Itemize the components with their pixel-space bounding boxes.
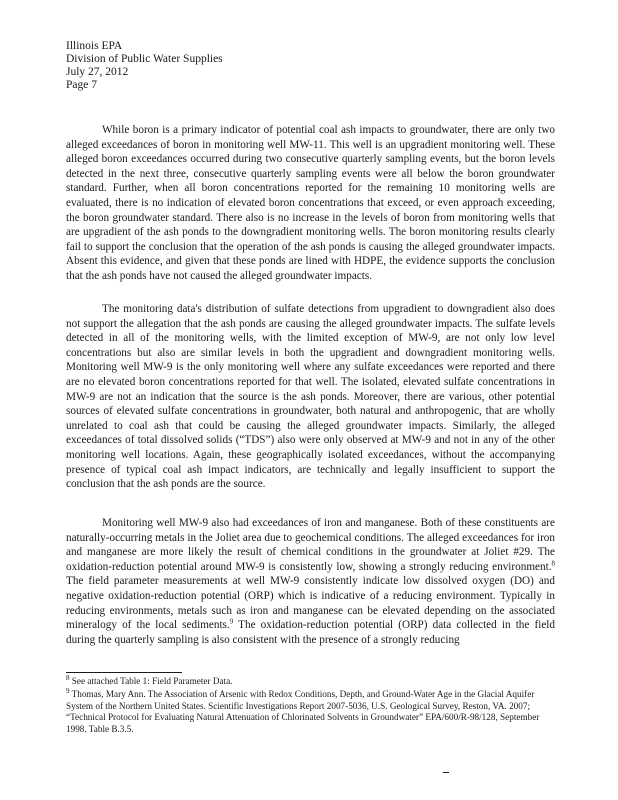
paragraph-iron-text-c: The oxidation-reduction potential (ORP) data collected in the field during the quarterly sampling is also consistent with the presence of a strongly reducing [66, 619, 555, 646]
footnote-8-text: See attached Table 1: Field Parameter Data. [69, 676, 233, 686]
paragraph-boron-text: While boron is a primary indicator of potential coal ash impacts to groundwater, there are only two alleged exceedances of boron in monitoring well MW-11. This well is an upgradient monitoring well. These alleged boron exceedances occurred during two consecutive quarterly sampling events, but the boron levels detected in the next three, consecutive quarterly sampling events were all below the boron groundwater standard. Further, when all boron concentrations reported for the remaining 10 monitoring wells are evaluated, there is no indication of elevated boron concentrations that exceed, or even approach exceeding, the boron groundwater standard. There also is no increase in the levels of boron from monitoring wells that are upgradient of the ash ponds to the downgradient monitoring wells. The boron monitoring results clearly fail to support the conclusion that the operation of the ash ponds is causing the alleged groundwater impacts. Absent this evidence, and given that these ponds are lined with HDPE, the evidence supports the conclusion that the ash ponds have not caused the alleged groundwater impacts. [66, 124, 555, 282]
header-recipient: Illinois EPA [66, 40, 123, 52]
footnote-divider [66, 672, 182, 673]
scan-mark [443, 772, 449, 773]
letter-header [66, 40, 223, 92]
footnote-8 [66, 673, 560, 687]
paragraph-iron-text-a: Monitoring well MW-9 also had exceedances of iron and manganese. Both of these constituents are naturally-occurring metals in the Joliet area due to geochemical conditions. The alleged exceedances for iron and manganese are more likely the result of chemical conditions in the groundwater at Joliet #29. The oxidation-reduction potential around MW-9 is consistently low, showing a strongly reducing environment. [66, 517, 555, 573]
paragraph-sulfate-text: The monitoring data's distribution of sulfate detections from upgradient to downgradient also does not support the allegation that the ash ponds are causing the alleged groundwater impacts. The sulfate levels detected in all of the monitoring wells, with the limited exception of MW-9, are not only low level concentrations but also are similar levels in both the upgradient and downgradient monitoring wells. Monitoring well MW-9 is the only monitoring well where any sulfate exceedances were reported and there are no elevated boron concentrations reported for that well. The isolated, elevated sulfate concentrations in MW-9 are not an indication that the source is the ash ponds. Moreover, there are various, other potential sources of elevated sulfate concentrations in groundwater, both natural and anthropogenic, that are wholly unrelated to coal ash that could be causing the alleged groundwater impacts. Similarly, the alleged exceedances of total dissolved solids (“TDS”) also were only observed at MW-9 and not in any of the other monitoring well locations. Again, these geographically isolated exceedances, without the accompanying presence of typical coal ash impact indicators, are technically and legally insufficient to support the conclusion that the ash ponds are the source. [66, 303, 555, 491]
footnote-ref-9[interactable]: 9 [229, 617, 234, 626]
footnote-ref-8[interactable]: 8 [551, 559, 555, 568]
footnote-8-number: 8 [66, 673, 70, 682]
paragraph-boron [66, 123, 555, 284]
footnote-9 [66, 689, 560, 735]
footnote-9-number: 9 [66, 687, 70, 696]
paragraph-iron-text-b: The field parameter measurements at well MW-9 consistently indicate low dissolved oxygen (DO) and negative oxidation-reduction potential (ORP) which is indicative of a reducing environment. Typically in reducing environments, metals such as iron and manganese can be elevated depending on the associated mineralogy of the local sediments. [66, 575, 555, 632]
paragraph-sulfate [66, 302, 555, 492]
header-date: July 27, 2012 [66, 66, 129, 78]
header-division: Division of Public Water Supplies [66, 53, 223, 65]
paragraph-iron-manganese [66, 516, 555, 647]
header-page-number: Page 7 [66, 79, 97, 91]
footnotes [66, 673, 560, 737]
footnote-9-text: Thomas, Mary Ann. The Association of Arsenic with Redox Conditions, Depth, and Ground-Water Age in the Glacial Aquifer System of the Northern United States. Scientific Investigations Report 2007-5036, U.S. Geological Survey, Reston, VA. 2007; “Technical Protocol for Evaluating Natural Attenuation of Chlorinated Solvents in Groundwater” EPA/600/R-98/128, September 1998. Table B.3.5. [66, 689, 540, 734]
